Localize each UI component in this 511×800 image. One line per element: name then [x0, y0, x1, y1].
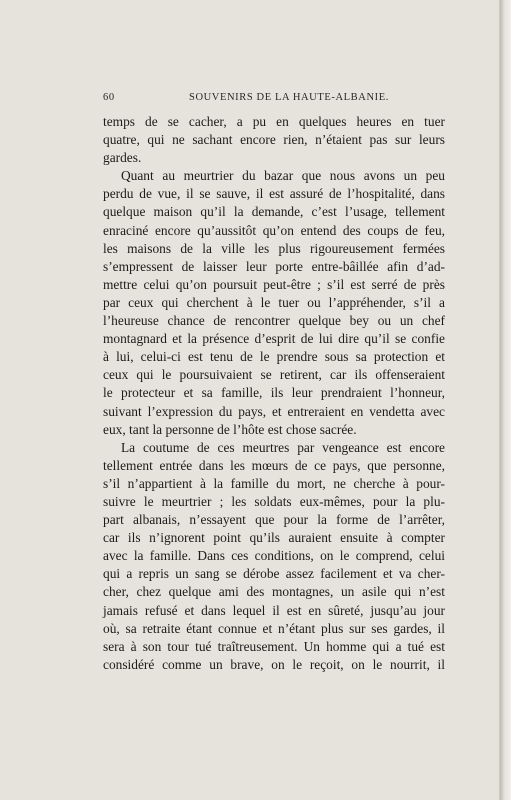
text-line: montagnard et la présence d’esprit de lui dire qu’il se confie	[103, 331, 445, 347]
running-head: SOUVENIRS DE LA HAUTE-ALBANIE.	[189, 92, 389, 103]
text-line: part albanais, n’essayent que pour la forme de l’arrêter,	[103, 512, 445, 528]
text-line: l’heureuse chance de rencontrer quelque bey ou un chef	[103, 313, 445, 329]
text-line: quatre, qui ne sachant encore rien, n’étaient pas sur leurs	[103, 132, 445, 148]
text-line: La coutume de ces meurtres par vengeance est encore	[121, 439, 445, 455]
text-line: jamais refusé et dans lequel il est en sûreté, jusqu’au jour	[103, 602, 445, 618]
text-line: cher, chez quelque ami des montagnes, un asile qui n’est	[103, 584, 445, 600]
text-line: les maisons de la ville les plus rigoureusement fermées	[103, 240, 445, 256]
text-line: à lui, celui-ci est tenu de le prendre sous sa protection et	[103, 349, 445, 365]
text-line: qui a repris un sang se dérobe assez facilement et va cher-	[103, 566, 445, 582]
text-line: ceux qui le poursuivaient se retirent, car ils offenseraient	[103, 367, 445, 383]
text-line: enraciné encore qu’aussitôt qu’on entend des coups de feu,	[103, 222, 445, 238]
text-line: s’empressent de laisser leur porte entre-bâillée afin d’ad-	[103, 258, 445, 274]
page-number: 60	[103, 92, 115, 103]
text-line: Quant au meurtrier du bazar que nous avons un peu	[121, 168, 445, 184]
text-line: gardes.	[103, 150, 142, 166]
text-line: temps de se cacher, a pu en quelques heures en tuer	[103, 114, 445, 129]
text-line: considéré comme un brave, on le reçoit, on le nourrit, il	[103, 656, 445, 672]
text-line: eux, tant la personne de l’hôte est chose sacrée.	[103, 421, 357, 437]
text-line: où, sa retraite étant connue et n’étant plus sur ses gardes, il	[103, 620, 445, 636]
text-line: quelque maison qu’il la demande, c’est l’usage, tellement	[103, 204, 445, 220]
body-text	[103, 113, 445, 674]
text-line: le protecteur et sa famille, ils leur prendraient l’honneur,	[103, 385, 445, 401]
text-line: car ils n’ignorent point qu’ils auraient ensuite à compter	[103, 530, 445, 546]
text-line: perdu de vue, il se sauve, il est assuré de l’hospitalité, dans	[103, 186, 445, 202]
text-line: suivre le meurtrier ; les soldats eux-mêmes, pour la plu-	[103, 493, 445, 509]
page-header	[103, 92, 445, 106]
text-line: sera à son tour tué traîtreusement. Un homme qui a tué est	[103, 638, 445, 654]
text-line: par ceux qui cherchent à le tuer ou l’appréhender, s’il a	[103, 294, 445, 310]
text-line: s’il n’appartient à la famille du mort, ne cherche à pour-	[103, 475, 445, 491]
text-line: tellement entrée dans les mœurs de ce pays, que personne,	[103, 457, 445, 473]
text-line: mettre celui qu’on poursuit peut-être ; s’il est serré de près	[103, 276, 445, 292]
page-edge	[500, 0, 511, 800]
text-line: avec la famille. Dans ces conditions, on le comprend, celui	[103, 548, 445, 564]
text-line: suivant l’expression du pays, et entreraient en vendetta avec	[103, 403, 445, 419]
